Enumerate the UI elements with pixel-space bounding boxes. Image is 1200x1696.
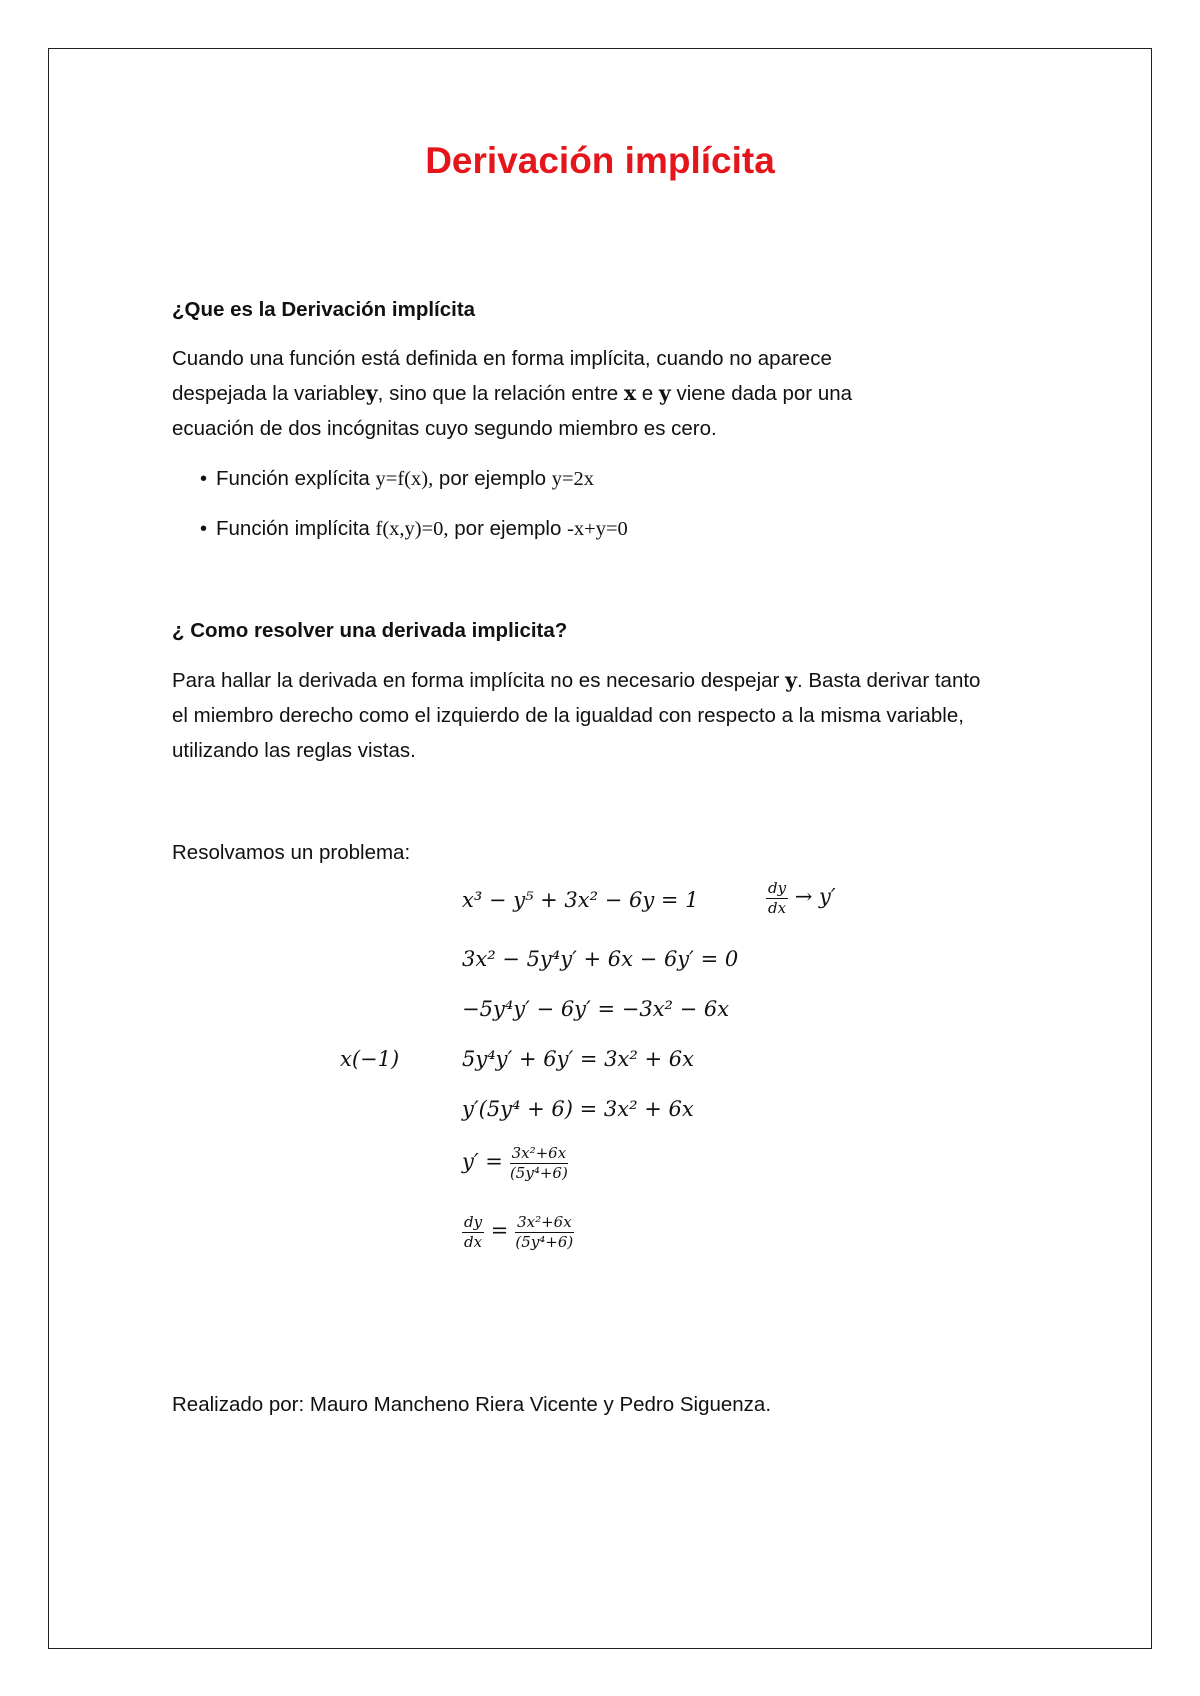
variable-y: y xyxy=(365,381,378,405)
arrow-yprime: → y′ xyxy=(794,884,836,909)
bullet-text: por ejemplo xyxy=(438,467,547,490)
fraction-numerator: 3x²+6x xyxy=(517,1213,572,1231)
bullet-explicit xyxy=(200,464,595,494)
equation-lhs: y′ = xyxy=(462,1149,503,1174)
text-span: viene dada por una xyxy=(670,382,853,405)
fraction-dy-dx xyxy=(462,1214,484,1250)
text-span: e xyxy=(636,382,659,405)
section1-line2 xyxy=(172,376,1052,411)
fraction-result xyxy=(515,1214,574,1250)
bullet-dot: • xyxy=(200,468,208,490)
bullet-example: -x+y=0 xyxy=(567,518,628,540)
problem-intro: Resolvamos un problema: xyxy=(172,841,411,864)
bullet-expression: y=f(x), xyxy=(375,468,434,490)
section1-heading: ¿Que es la Derivación implícita xyxy=(172,298,476,321)
multiplier-label: x(−1) xyxy=(340,1047,400,1071)
variable-x: x xyxy=(623,381,637,405)
text-span: . Basta derivar tanto xyxy=(796,669,981,692)
section1-paragraph xyxy=(172,341,1052,446)
equation-7 xyxy=(462,1214,574,1250)
fraction-denominator: (5y⁴+6) xyxy=(509,1163,568,1182)
derivative-notation xyxy=(766,880,836,916)
text-span: despejada la variable xyxy=(172,382,366,405)
equation-3: −5y⁴y′ − 6y′ = −3x² − 6x xyxy=(462,997,730,1021)
fraction-denominator: (5y⁴+6) xyxy=(515,1232,574,1251)
section2-line3: utilizando las reglas vistas. xyxy=(172,739,416,762)
equation-4: 5y⁴y′ + 6y′ = 3x² + 6x xyxy=(462,1047,694,1071)
page-title: Derivación implícita xyxy=(425,140,775,181)
section2-paragraph xyxy=(172,663,1052,768)
text-span: , sino que la relación entre xyxy=(377,382,619,405)
equation-5: y′(5y⁴ + 6) = 3x² + 6x xyxy=(462,1097,694,1121)
section1-line3: ecuación de dos incógnitas cuyo segundo miembro es cero. xyxy=(172,417,717,440)
fraction-numerator: dy xyxy=(768,879,787,897)
bullet-text: por ejemplo xyxy=(454,517,562,540)
bullet-dot: • xyxy=(200,518,208,540)
section2-heading: ¿ Como resolver una derivada implicita? xyxy=(172,619,568,642)
equation-6 xyxy=(462,1145,568,1181)
fraction-dy-dx xyxy=(766,880,788,916)
footer-credits: Realizado por: Mauro Mancheno Riera Vicente y Pedro Siguenza. xyxy=(172,1393,772,1416)
bullet-expression: f(x,y)=0, xyxy=(375,518,449,540)
equation-1: x³ − y⁵ + 3x² − 6y = 1 xyxy=(462,888,699,912)
section1-line1: Cuando una función está definida en forma implícita, cuando no aparece xyxy=(172,347,832,370)
section2-line2: el miembro derecho como el izquierdo de la igualdad con respecto a la misma variable, xyxy=(172,704,964,727)
fraction-numerator: 3x²+6x xyxy=(511,1144,567,1162)
fraction-numerator: dy xyxy=(464,1213,483,1231)
equation-2: 3x² − 5y⁴y′ + 6x − 6y′ = 0 xyxy=(462,947,739,971)
variable-y: y xyxy=(785,668,797,692)
section2-line1 xyxy=(172,663,1052,698)
fraction-denominator: dx xyxy=(768,898,787,917)
text-span: Para hallar la derivada en forma implícita no es necesario despejar xyxy=(172,669,780,692)
fraction-denominator: dx xyxy=(464,1232,483,1251)
bullet-example: y=2x xyxy=(551,468,595,490)
bullet-implicit xyxy=(200,514,628,544)
fraction-result xyxy=(510,1145,569,1181)
equals-sign: = xyxy=(490,1218,509,1243)
bullet-label: Función explícita xyxy=(216,467,370,490)
variable-y: y xyxy=(658,381,671,405)
bullet-label: Función implícita xyxy=(216,517,370,540)
